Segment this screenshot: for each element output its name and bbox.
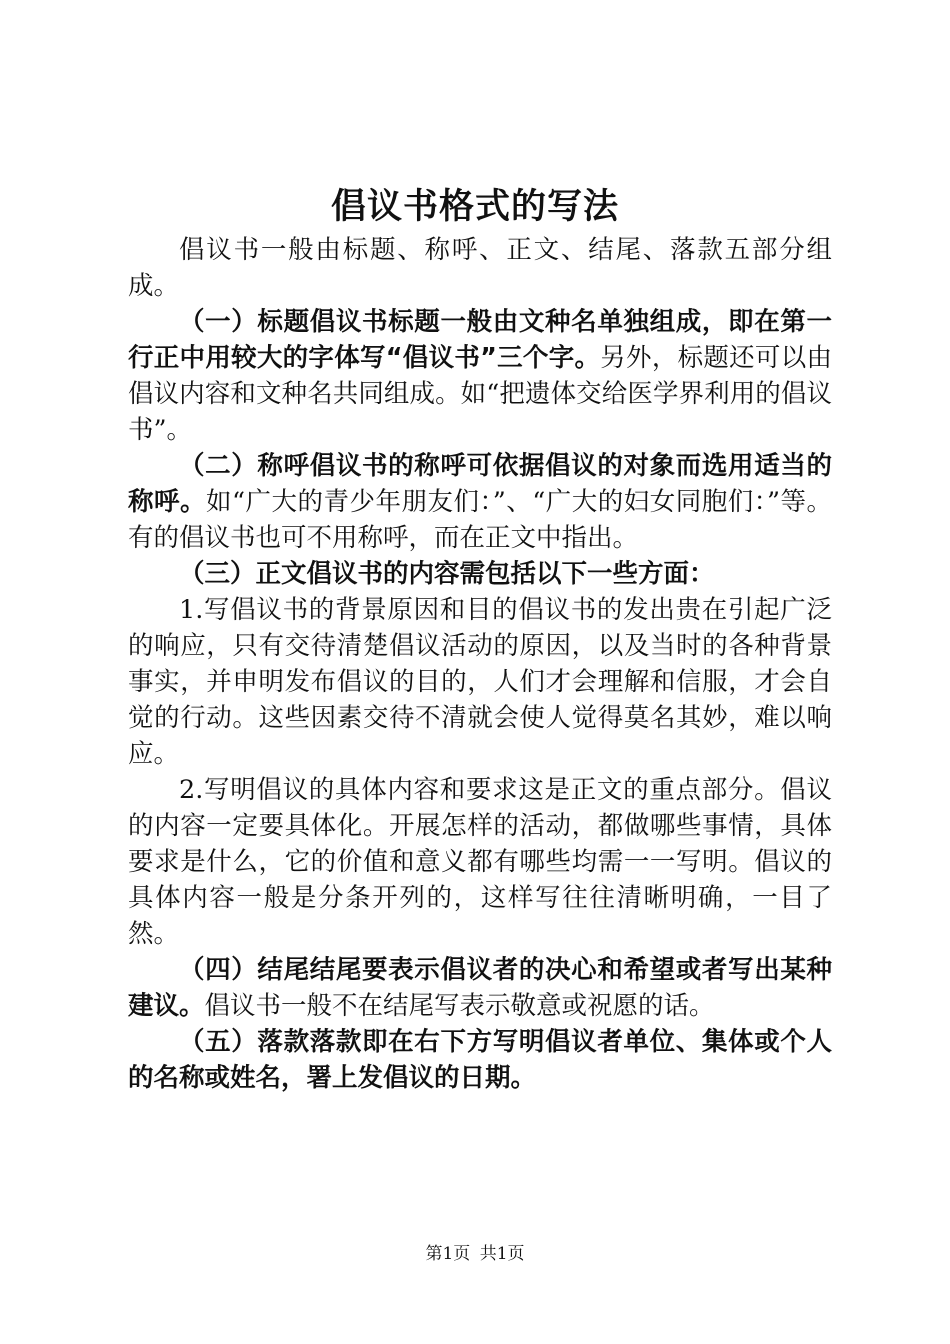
paragraph-body-point-1 <box>128 592 832 772</box>
paragraph-bold-text: （一）标题倡议书标题一般由文种名单独组成，即在第一行正中用较大的字体写“倡议书”三个字。 <box>128 307 832 373</box>
page-footer: 第1页 共1页 <box>425 1244 525 1264</box>
paragraph-section-signature <box>128 1024 832 1096</box>
paragraph-text: 如“广大的青少年朋友们：”、“广大的妇女同胞们：”等。有的倡议书也可不用称呼，而在正文中指出。 <box>128 487 832 553</box>
paragraph-text: 另外，标题还可以由倡议内容和文种名共同组成。如“把遗体交给医学界利用的倡议书”。 <box>128 343 832 445</box>
paragraph-text: 1.写倡议书的背景原因和目的倡议书的发出贵在引起广泛的响应，只有交待清楚倡议活动的原因，以及当时的各种背景事实，并申明发布倡议的目的，人们才会理解和信服，才会自觉的行动。这些因素交待不清就会使人觉得莫名其妙，难以响应。 <box>128 595 832 769</box>
paragraph-intro <box>128 232 832 304</box>
paragraph-section-salutation <box>128 448 832 556</box>
paragraph-bold-text: （五）落款落款即在右下方写明倡议者单位、集体或个人的名称或姓名，署上发倡议的日期。 <box>128 1027 832 1093</box>
document-body <box>128 232 832 1096</box>
paragraph-section-title <box>128 304 832 448</box>
paragraph-body-point-2 <box>128 772 832 952</box>
paragraph-section-ending <box>128 952 832 1024</box>
paragraph-text: 2.写明倡议的具体内容和要求这是正文的重点部分。倡议的内容一定要具体化。开展怎样的活动，都做哪些事情，具体要求是什么，它的价值和意义都有哪些均需一一写明。倡议的具体内容一般是分条开列的，这样写往往清晰明确，一目了然。 <box>128 775 832 949</box>
paragraph-bold-text: （二）称呼倡议书的称呼可依据倡议的对象而选用适当的称呼。 <box>128 451 832 517</box>
paragraph-section-body <box>128 556 832 592</box>
paragraph-bold-text: （四）结尾结尾要表示倡议者的决心和希望或者写出某种建议。 <box>128 955 832 1021</box>
document-title: 倡议书格式的写法 <box>330 187 619 227</box>
paragraph-text: 倡议书一般由标题、称呼、正文、结尾、落款五部分组成。 <box>128 235 832 301</box>
paragraph-bold-text: （三）正文倡议书的内容需包括以下一些方面： <box>179 559 715 589</box>
paragraph-text: 倡议书一般不在结尾写表示敬意或祝愿的话。 <box>204 991 715 1021</box>
